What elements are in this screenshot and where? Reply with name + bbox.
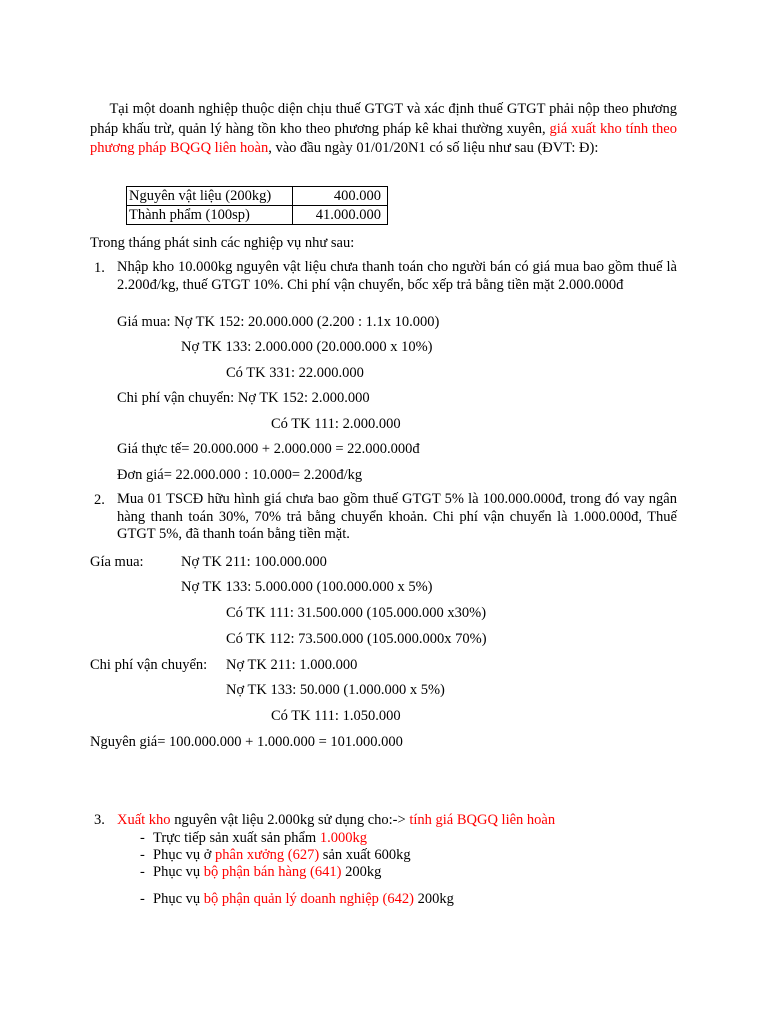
item2-line: Nợ TK 211: 100.000.000	[181, 554, 327, 570]
bullet-highlight: 1.000kg	[319, 830, 367, 846]
item3-red1: Xuất kho	[117, 812, 171, 828]
bullet-text: sản xuất 600kg	[319, 847, 411, 863]
bullet-dash: -	[140, 847, 145, 863]
item1-line: Có TK 331: 22.000.000	[226, 365, 364, 381]
intro-text: Tại một doanh nghiệp thuộc diện chịu thuế GTGT và xác định thuế GTGT phải nộp theo phương pháp khấu trừ, quản lý hàng tồn kho theo phương pháp kê khai thường xuyên,	[90, 101, 678, 137]
item2-text: Mua 01 TSCĐ hữu hình giá chưa bao gồm thuế GTGT 5% là 100.000.000đ, trong đó vay ngân hàng thanh toán 30%, 70% trả bằng chuyển khoản. Chi phí vận chuyển là 1.000.000đ, Thuế GTGT 5%, đã thanh toán bằng tiền mặt.	[117, 491, 677, 542]
item3-number: 3.	[94, 812, 105, 828]
item1-line: Chi phí vận chuyển: Nợ TK 152: 2.000.000	[117, 390, 370, 406]
bullet-dash: -	[140, 864, 145, 880]
item2-line: Nợ TK 133: 50.000 (1.000.000 x 5%)	[226, 682, 445, 698]
item2-line: Có TK 112: 73.500.000 (105.000.000x 70%)	[226, 631, 487, 647]
bullet-dash: -	[140, 891, 145, 907]
bullet-text: Trực tiếp sản xuất sản phẩm	[153, 830, 320, 846]
intro-highlight: giá xuất kho tính theo phương pháp BQGQ liên hoàn	[90, 120, 677, 156]
list-item	[153, 846, 411, 864]
item1-line: Giá thực tế= 20.000.000 + 2.000.000 = 22.000.000đ	[117, 441, 420, 457]
table-cell: Thành phẩm (100sp)	[127, 206, 293, 225]
opening-balance-table	[126, 186, 388, 225]
bullet-text: 200kg	[413, 891, 454, 907]
bullet-highlight: bộ phận bán hàng (641)	[203, 864, 342, 880]
bullet-text: Phục vụ	[153, 864, 204, 880]
item2-original-cost: Nguyên giá= 100.000.000 + 1.000.000 = 101.000.000	[90, 734, 403, 750]
item3-mid: nguyên vật liệu 2.000kg sử dụng cho:->	[170, 812, 410, 828]
table-row	[127, 206, 388, 225]
item3-red2: tính giá BQGQ liên hoàn	[409, 812, 556, 828]
item2-purchase-label: Gía mua:	[90, 554, 144, 570]
item1-line: Có TK 111: 2.000.000	[271, 416, 401, 432]
table-cell: 41.000.000	[293, 206, 388, 225]
table-cell: Nguyên vật liệu (200kg)	[127, 187, 293, 206]
intro-end: , vào đầu ngày 01/01/20N1 có số liệu như sau (ĐVT: Đ):	[268, 140, 599, 156]
list-item	[153, 863, 381, 881]
bullet-highlight: bộ phận quản lý doanh nghiệp (642)	[203, 891, 414, 907]
table-cell: 400.000	[293, 187, 388, 206]
bullet-text: Phục vụ	[153, 891, 204, 907]
item1-line: Nợ TK 133: 2.000.000 (20.000.000 x 10%)	[181, 339, 433, 355]
item1-text: Nhập kho 10.000kg nguyên vật liệu chưa thanh toán cho người bán có giá mua bao gồm thuế là 2.200đ/kg, thuế GTGT 10%. Chi phí vận chuyển, bốc xếp trả bằng tiền mặt 2.000.000đ	[117, 259, 677, 293]
bullet-text: Phục vụ ở	[153, 847, 216, 863]
bullet-highlight: phân xưởng (627)	[215, 847, 320, 863]
item1-line: Giá mua: Nợ TK 152: 20.000.000 (2.200 : 1.1x 10.000)	[117, 314, 440, 330]
item3-heading	[117, 811, 555, 829]
list-item	[153, 890, 454, 908]
table-row	[127, 187, 388, 206]
item2-line: Có TK 111: 31.500.000 (105.000.000 x30%)	[226, 605, 487, 621]
item1-line: Đơn giá= 22.000.000 : 10.000= 2.200đ/kg	[117, 467, 363, 483]
item2-transport-label: Chi phí vận chuyển:	[90, 657, 208, 673]
item2-line: Có TK 111: 1.050.000	[271, 708, 401, 724]
bullet-dash: -	[140, 830, 145, 846]
month-intro: Trong tháng phát sinh các nghiệp vụ như sau:	[90, 235, 355, 251]
list-item	[153, 829, 367, 847]
item2-line: Nợ TK 211: 1.000.000	[226, 657, 358, 673]
item2-line: Nợ TK 133: 5.000.000 (100.000.000 x 5%)	[181, 579, 433, 595]
bullet-text: 200kg	[341, 864, 382, 880]
item2-number: 2.	[94, 492, 105, 508]
intro-paragraph	[90, 100, 677, 159]
item1-number: 1.	[94, 260, 105, 276]
